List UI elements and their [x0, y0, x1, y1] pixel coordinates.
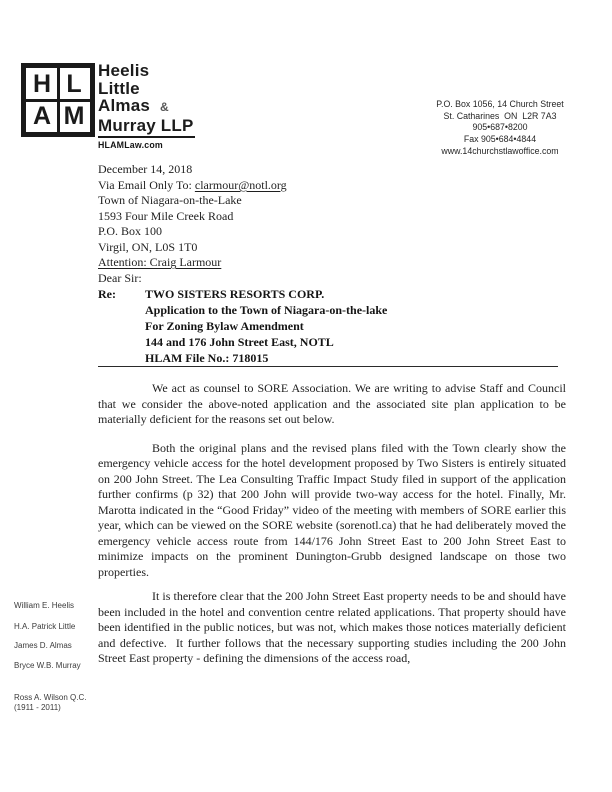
- letter-body: [98, 162, 566, 667]
- lawyer-name: H.A. Patrick Little: [14, 622, 76, 631]
- re-subject-line-4: 144 and 176 John Street East, NOTL: [145, 335, 334, 349]
- firm-website: HLAMLaw.com: [98, 140, 163, 150]
- body-paragraph-1: We act as counsel to SORE Association. We are writing to advise Staff and Council that we consider the above-noted application and the associated site plan application to be materially deficient for the reasons set out below.: [98, 381, 566, 426]
- contact-fax: Fax 905•684•4844: [463, 134, 537, 145]
- memorial-lawyer-years: (1911 - 2011): [14, 703, 61, 712]
- contact-address-line-2: St. Catharines ON L2R 7A3: [443, 110, 557, 121]
- firm-name-line-3: Almas &: [98, 96, 169, 115]
- firm-name-line-4: Murray LLP: [98, 115, 194, 135]
- attention-line: Attention: Craig Larmour: [98, 255, 222, 269]
- recipient-line-1: Town of Niagara-on-the-Lake: [98, 193, 242, 207]
- delivery-method-prefix: Via Email Only To:: [98, 177, 195, 192]
- re-subject-line-5: HLAM File No.: 718015: [145, 351, 269, 365]
- firm-contact-block: [390, 99, 610, 158]
- body-paragraph-3: It is therefore clear that the 200 John Street East property needs to be and should have been included in the hotel and convention centre related applications. That property should have been identified in the public notices, but was not, which makes those notices materially deficient and defective. It further follows that the necessary supporting studies including the 200 John Street East property - defining the dimensions of the access road,: [98, 589, 566, 665]
- re-subject-line-2: Application to the Town of Niagara-on-the-lake: [145, 303, 388, 317]
- logo-cross-horizontal-line: [26, 99, 90, 102]
- recipient-line-3: P.O. Box 100: [98, 224, 163, 238]
- recipient-email: clarmour@notl.org: [194, 177, 287, 192]
- recipient-line-2: 1593 Four Mile Creek Road: [98, 208, 234, 223]
- letter-date: December 14, 2018: [98, 162, 193, 176]
- re-subject-line-1: TWO SISTERS RESORTS CORP.: [145, 287, 325, 301]
- delivery-method-line: [98, 178, 566, 194]
- contact-phone: 905•687•8200: [472, 122, 528, 133]
- lawyer-name: William E. Heelis: [14, 601, 75, 610]
- re-block: [98, 286, 566, 366]
- contact-website: www.14churchstlawoffice.com: [441, 145, 559, 156]
- firm-name-line-1: Heelis: [98, 61, 150, 80]
- contact-address-line-1: P.O. Box 1056, 14 Church Street: [436, 99, 564, 109]
- re-label: Re:: [98, 287, 116, 301]
- firm-name-line-2: Little: [98, 78, 140, 98]
- body-paragraph-2: Both the original plans and the revised plans filed with the Town clearly show the emergency vehicle access for the hotel development proposed by Two Sisters is entirely situated on 200 John Street. The Lea Consulting Traffic Impact Study filed in support of the application further confirms (p 32) that 200 John will provide two-way access for the hotel. Finally, Mr. Marotta indicated in the “Good Friday” video of the meeting with members of SORE earlier this year, which can be viewed on the SORE website (sorenotl.ca) that he had deliberately moved the emergency vehicle access route from 144/176 John Street East to 200 John Street East to minimize impacts on the prominent Dunington-Grubb designed landscape on those two properties.: [98, 440, 566, 579]
- memorial-lawyer-name: Ross A. Wilson Q.C.: [14, 693, 87, 702]
- logo-letter-l: L: [66, 69, 82, 98]
- logo-letter-a: A: [32, 101, 52, 130]
- letterhead-divider: [98, 136, 195, 138]
- section-divider: [98, 366, 558, 367]
- lawyer-name: James D. Almas: [14, 641, 72, 650]
- logo-letter-m: M: [63, 101, 85, 130]
- salutation: Dear Sir:: [98, 270, 142, 285]
- re-subject-line-3: For Zoning Bylaw Amendment: [145, 319, 304, 333]
- lawyer-name: Bryce W.B. Murray: [14, 661, 81, 670]
- firm-logo: [21, 63, 95, 137]
- firm-name: [98, 62, 194, 134]
- logo-letter-h: H: [32, 69, 52, 98]
- re-subject-lines: [145, 286, 387, 366]
- ampersand: &: [160, 100, 169, 114]
- recipient-address-block: [98, 193, 566, 255]
- recipient-line-4: Virgil, ON, L0S 1T0: [98, 239, 198, 254]
